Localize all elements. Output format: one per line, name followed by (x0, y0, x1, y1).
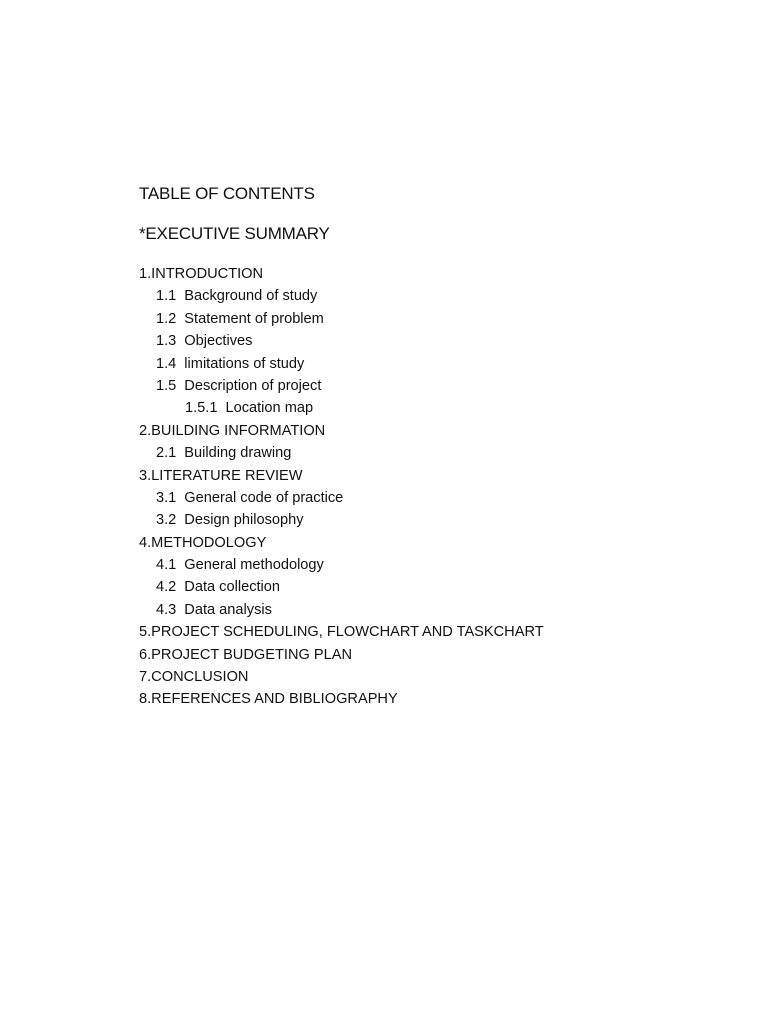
toc-entry-number: 1.1 (156, 288, 177, 305)
toc-entry-label: INTRODUCTION (151, 266, 264, 282)
toc-entry-number: 3. (139, 467, 152, 484)
toc-entry-number: 7. (139, 669, 152, 686)
toc-entry-number: 4.3 (156, 601, 177, 618)
toc-entry-number: 3.2 (156, 512, 177, 529)
toc-entry (139, 576, 544, 598)
toc-entry (139, 688, 544, 710)
toc-entry (139, 330, 544, 352)
toc-entry-label: Background of study (184, 288, 318, 305)
toc-entry (139, 285, 544, 307)
toc-entry-label: PROJECT BUDGETING PLAN (151, 646, 353, 663)
toc-entry (139, 509, 544, 531)
toc-entry-number: 1. (139, 266, 152, 282)
toc-entry (139, 442, 544, 464)
toc-entry (139, 532, 544, 554)
toc-entry-number: 1.5.1 (185, 400, 218, 417)
toc-entry (139, 263, 544, 285)
toc-entry-label: Building drawing (184, 445, 292, 462)
toc-entry-number: 3.1 (156, 489, 177, 506)
toc-entry-label: PROJECT SCHEDULING, FLOWCHART AND TASKCHART (151, 624, 544, 641)
toc-entry (139, 420, 544, 442)
toc-heading: TABLE OF CONTENTS (139, 184, 315, 203)
toc-entry (139, 308, 544, 330)
toc-entry (139, 465, 544, 487)
toc-entry-label: REFERENCES AND BIBLIOGRAPHY (151, 691, 398, 708)
toc-entry (139, 487, 544, 509)
toc-entry (139, 397, 544, 419)
toc-entry-label: Location map (225, 400, 314, 417)
toc-entry-number: 6. (139, 646, 152, 663)
toc-entry-number: 4. (139, 534, 152, 551)
toc-entry-label: limitations of study (184, 355, 305, 372)
toc-entry-number: 1.3 (156, 333, 177, 350)
toc-entry-label: METHODOLOGY (151, 534, 267, 551)
toc-entry-label: Data analysis (184, 601, 272, 618)
toc-entry-label: CONCLUSION (151, 669, 249, 686)
executive-summary-heading: *EXECUTIVE SUMMARY (139, 224, 330, 243)
toc-entry-label: General code of practice (184, 489, 344, 506)
toc-entry-label: Data collection (184, 579, 281, 596)
toc-entry-label: BUILDING INFORMATION (151, 422, 326, 439)
toc-entry-number: 8. (139, 691, 152, 708)
toc-entry-number: 2. (139, 422, 152, 439)
toc-entry (139, 666, 544, 688)
toc-entry-number: 5. (139, 624, 152, 641)
toc-entry-label: Design philosophy (184, 512, 304, 529)
toc-entry-number: 1.2 (156, 310, 177, 327)
toc-entry (139, 644, 544, 666)
toc-list (139, 263, 544, 711)
toc-entry-label: LITERATURE REVIEW (151, 467, 303, 484)
toc-entry (139, 375, 544, 397)
toc-entry (139, 554, 544, 576)
toc-entry (139, 353, 544, 375)
toc-entry-number: 2.1 (156, 445, 177, 462)
toc-entry-number: 1.5 (156, 377, 177, 394)
toc-entry (139, 599, 544, 621)
toc-entry-label: Description of project (184, 377, 322, 394)
toc-entry-number: 1.4 (156, 355, 177, 372)
toc-entry (139, 621, 544, 643)
toc-entry-label: Statement of problem (184, 310, 324, 327)
toc-entry-label: Objectives (184, 333, 253, 350)
toc-entry-label: General methodology (184, 557, 324, 574)
toc-entry-number: 4.1 (156, 557, 177, 574)
toc-entry-number: 4.2 (156, 579, 177, 596)
